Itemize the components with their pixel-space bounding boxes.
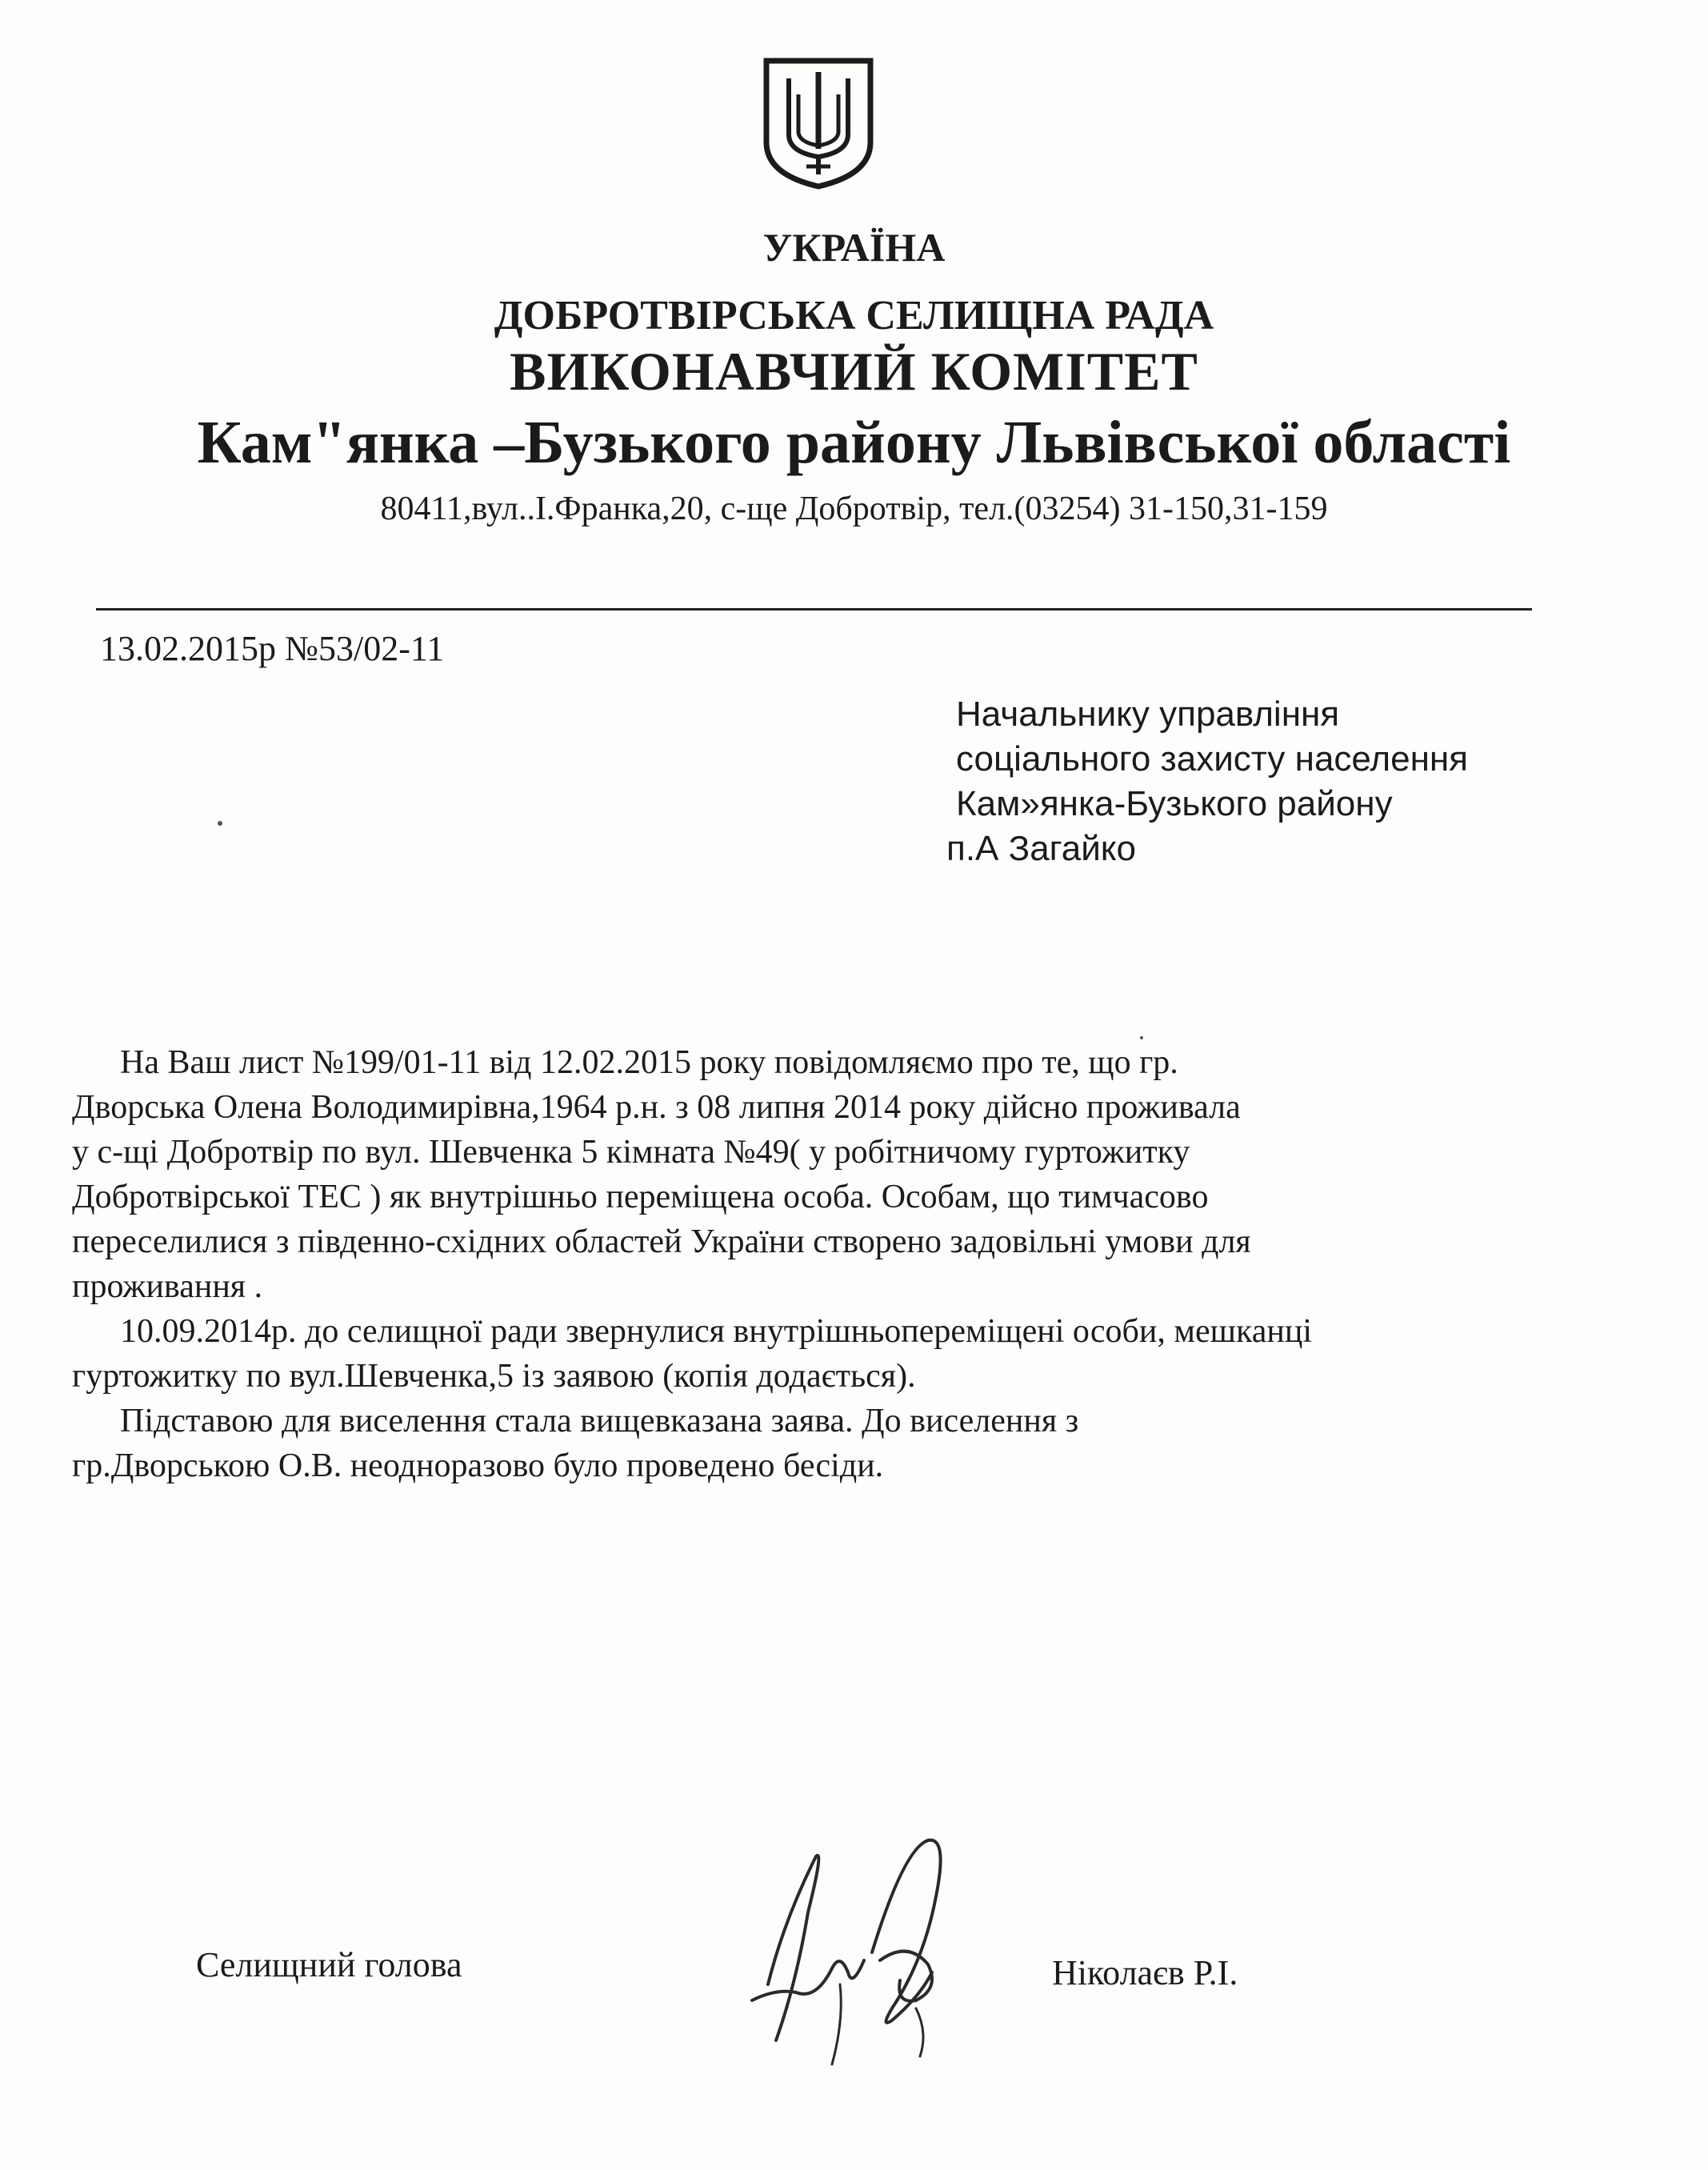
body-line: гр.Дворською О.В. неодноразово було проведено бесіди.: [72, 1447, 884, 1484]
addressee-block: [946, 692, 1468, 871]
addressee-line: Кам»янка-Бузького району: [956, 784, 1393, 823]
header-country: УКРАЇНА: [762, 225, 946, 270]
header-council: ДОБРОТВІРСЬКА СЕЛИЩНА РАДА: [494, 293, 1214, 338]
header-region: Кам"янка –Бузького району Львівської області: [197, 409, 1511, 476]
scan-speck: [1140, 1036, 1143, 1039]
body-line: у с-щі Добротвір по вул. Шевченка 5 кімната №49( у робітничому гуртожитку: [72, 1134, 1190, 1171]
header-address: 80411,вул..І.Франка,20, с-ще Добротвір, тел.(03254) 31-150,31-159: [380, 490, 1328, 527]
body-line: Дворська Олена Володимирівна,1964 р.н. з 08 липня 2014 року дійсно проживала: [72, 1089, 1241, 1126]
body-line: переселилися з південно-східних областей України створено задовільні умови для: [72, 1223, 1251, 1260]
body-line: Добротвірської ТЕС ) як внутрішньо переміщена особа. Особам, що тимчасово: [72, 1179, 1209, 1215]
header-divider: [96, 608, 1532, 611]
addressee-line: Начальнику управління: [956, 695, 1340, 734]
addressee-line: соціального захисту населення: [956, 739, 1468, 779]
header-committee: ВИКОНАВЧИЙ КОМІТЕТ: [510, 341, 1198, 402]
body-line: проживання .: [72, 1268, 263, 1305]
signatory-name: Ніколаєв Р.І.: [1052, 1953, 1238, 1992]
body-line: Підставою для виселення стала вищевказана заява. До виселення з: [120, 1403, 1079, 1439]
body-line: 10.09.2014р. до селищної ради звернулися внутрішньопереміщені особи, мешканці: [120, 1313, 1312, 1350]
scan-speck: [218, 821, 222, 826]
document-date-number: 13.02.2015р №53/02-11: [100, 629, 445, 668]
handwritten-signature: [720, 1800, 1008, 2088]
letter-body: [72, 1040, 1640, 1488]
body-line: На Ваш лист №199/01-11 від 12.02.2015 року повідомляємо про те, що гр.: [120, 1044, 1178, 1081]
signatory-role: Селищний голова: [196, 1945, 462, 1984]
addressee-line: п.А Загайко: [946, 829, 1137, 868]
body-line: гуртожитку по вул.Шевченка,5 із заявою (копія додається).: [72, 1358, 916, 1395]
coat-of-arms-icon: [750, 54, 886, 190]
